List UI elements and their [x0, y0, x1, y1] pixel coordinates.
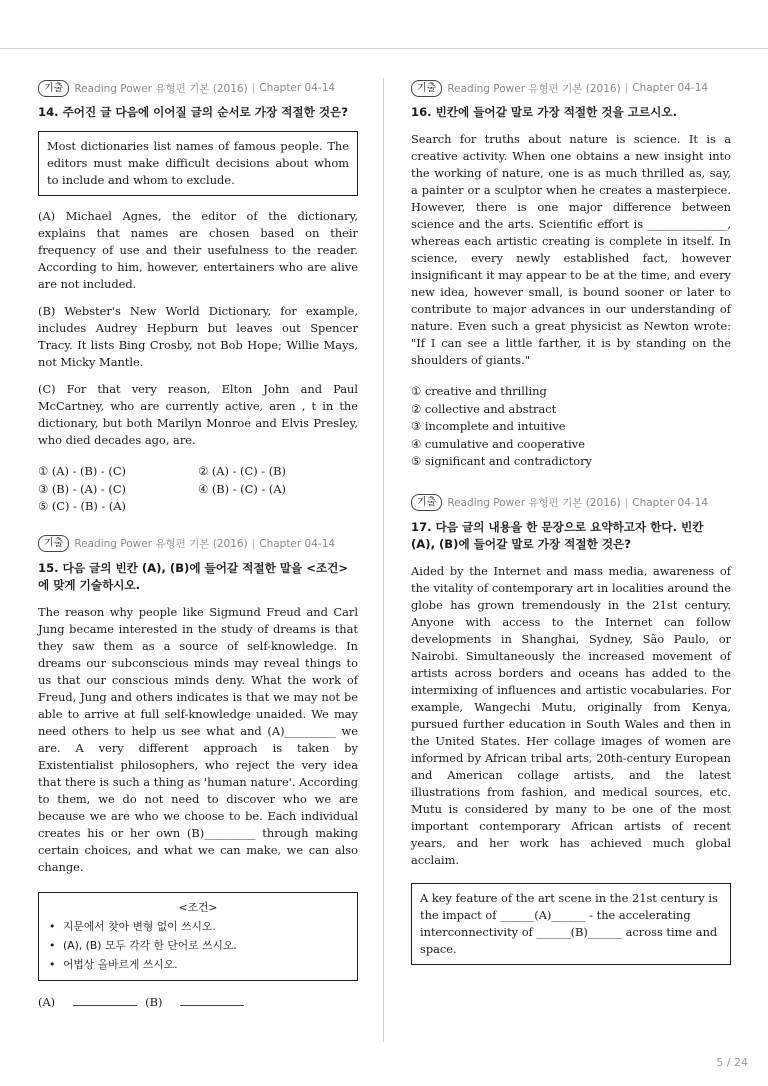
meta-separator: |: [624, 82, 629, 94]
exam-tag: 기출: [411, 494, 442, 511]
question-title: 16. 빈칸에 들어갈 말로 가장 적절한 것을 고르시오.: [411, 105, 677, 119]
question-title: 17. 다음 글의 내용을 한 문장으로 요약하고자 한다. 빈칸 (A), (B)에 들어갈 말로 가장 적절한 것은?: [411, 519, 704, 551]
passage: Search for truths about nature is science. It is a creative activity. When one obtains a new insight into the working of nature, one is as much thrilled as, say, a painter or a sculptor when he creates a masterpiece. However, there is one major difference between science and the arts. Scientific effort is ______________, whereas each artistic creating is complete in itself. In science, every newly established fact, however insignificant it may appear to be at the time, and every new idea, however small, is bound sooner or later to contribute to major advances in our understanding of nature. Even such a great physicist as Newton wrote: "If I can see a little farther, it is by standing on the shoulders of giants.": [411, 132, 731, 367]
choice-4[interactable]: ④ (B) - (C) - (A): [198, 481, 286, 496]
source-label: Reading Power 유형편 기본 (2016): [447, 497, 621, 509]
exam-tag: 기출: [411, 80, 442, 97]
question-15: [38, 534, 358, 1009]
choice-list: [411, 383, 731, 471]
choice-5[interactable]: ⑤ significant and contradictory: [411, 454, 592, 468]
paragraph-a: (A) Michael Agnes, the editor of the dictionary, explains that names are chosen based on their frequency of use and their usefulness to the reader. According to him, however, entertainers who are alive are not included.: [38, 209, 358, 291]
condition-item: • 어법상 올바르게 쓰시오.: [49, 957, 178, 971]
paragraph-b: (B) Webster's New World Dictionary, for example, includes Audrey Hepburn but leaves out Spencer Tracy. It lists Bing Crosby, not Bob Hope; Willie Mays, not Micky Mantle.: [38, 304, 358, 369]
chapter-label: Chapter 04-14: [632, 496, 709, 509]
choice-3[interactable]: ③ (B) - (A) - (C): [38, 481, 126, 496]
condition-box: [38, 892, 358, 981]
paragraph-c: (C) For that very reason, Elton John and Paul McCartney, who are currently active, aren , t in the dictionary, but both Marilyn Monroe and Elvis Presley, who died decades ago, are.: [38, 382, 358, 447]
page-number: 5 / 24: [716, 1056, 748, 1069]
exam-tag: 기출: [38, 535, 69, 552]
question-meta: [411, 78, 731, 98]
choice-4[interactable]: ④ cumulative and cooperative: [411, 436, 585, 451]
meta-separator: |: [251, 537, 256, 550]
meta-separator: |: [251, 82, 256, 94]
question-17: [411, 493, 731, 965]
source-label: Reading Power 유형편 기본 (2016): [447, 82, 621, 95]
choice-1[interactable]: ① creative and thrilling: [411, 384, 547, 398]
choice-list: [38, 463, 358, 516]
choice-5[interactable]: ⑤ (C) - (B) - (A): [38, 499, 126, 513]
question-title: 15. 다음 글의 빈칸 (A), (B)에 들어갈 적절한 말을 <조건>에 맞게 기술하시오.: [38, 560, 349, 592]
given-text-box: Most dictionaries list names of famous people. The editors must make difficult decisions about whom to include and whom to exclude.: [38, 131, 358, 196]
right-column: [411, 78, 731, 965]
answer-a-label: (A): [38, 994, 56, 1009]
header-rule: [0, 48, 768, 49]
column-divider: [383, 78, 384, 1042]
choice-2[interactable]: ② (A) - (C) - (B): [198, 464, 286, 478]
question-16: [411, 78, 731, 471]
choice-3[interactable]: ③ incomplete and intuitive: [411, 419, 566, 433]
condition-title: <조건>: [178, 900, 218, 914]
answer-b-blank[interactable]: [180, 995, 244, 1006]
source-label: Reading Power 유형편 기본 (2016): [74, 82, 248, 95]
question-title: 14. 주어진 글 다음에 이어질 글의 순서로 가장 적절한 것은?: [38, 105, 348, 119]
answer-line: [38, 995, 358, 1009]
answer-b-label: (B): [145, 994, 163, 1009]
chapter-label: Chapter 04-14: [259, 82, 336, 94]
chapter-label: Chapter 04-14: [259, 537, 336, 550]
choice-1[interactable]: ① (A) - (B) - (C): [38, 464, 126, 478]
passage: The reason why people like Sigmund Freud and Carl Jung became interested in the study of dreams is that they saw them as a source of self-knowledge. In dreams our subconscious minds may reveal things to us that our conscious minds deny. What the work of Freud, Jung and others indicates is that we may not be able to arrive at full self-knowledge unaided. We may need others to help us see what and (A)_________ we are. A very different approach is taken by Existentialist philosophers, who reject the very idea that there is such a thing as 'human nature'. According to them, we do not need to discover who we are because we are who we choose to be. Each individual creates his or her own (B)_________ through making certain choices, and what we can make, we can also change.: [38, 604, 358, 874]
condition-item: • (A), (B) 모두 각각 한 단어로 쓰시오.: [49, 938, 237, 952]
condition-item: • 지문에서 찾아 변형 없이 쓰시오.: [49, 919, 216, 933]
choice-2[interactable]: ② collective and abstract: [411, 401, 557, 416]
left-column: [38, 78, 358, 1009]
chapter-label: Chapter 04-14: [632, 82, 709, 94]
question-meta: [411, 493, 731, 513]
exam-tag: 기출: [38, 80, 69, 97]
meta-separator: |: [624, 496, 629, 509]
answer-a-blank[interactable]: [73, 995, 137, 1006]
question-meta: [38, 78, 358, 98]
question-meta: [38, 534, 358, 554]
source-label: Reading Power 유형편 기본 (2016): [74, 538, 248, 550]
passage: Aided by the Internet and mass media, awareness of the vitality of contemporary art in localities around the globe has grown tremendously in the 21st century. Anyone with access to the Internet can follow developments in Shanghai, Sydney, São Paulo, or Nairobi. Simultaneously the increased movement of artists across borders and oceans has added to the intermixing of influences and artistic vocabularies. For example, Wangechi Mutu, originally from Kenya, pursued further education in South Wales and then in the United States. Her collage images of women are informed by African tribal arts, 20th-century European and American collage artists, and the latest illustrations from fashion, and medical sources, etc. Mutu is considered by many to be one of the most important contemporary African artists of recent years, and her work has achieved much global acclaim.: [411, 563, 731, 867]
summary-box: A key feature of the art scene in the 21st century is the impact of ______(A)______ - the accelerating interconnectivity of ______(B)______ across time and space.: [411, 883, 731, 965]
question-14: [38, 78, 358, 516]
